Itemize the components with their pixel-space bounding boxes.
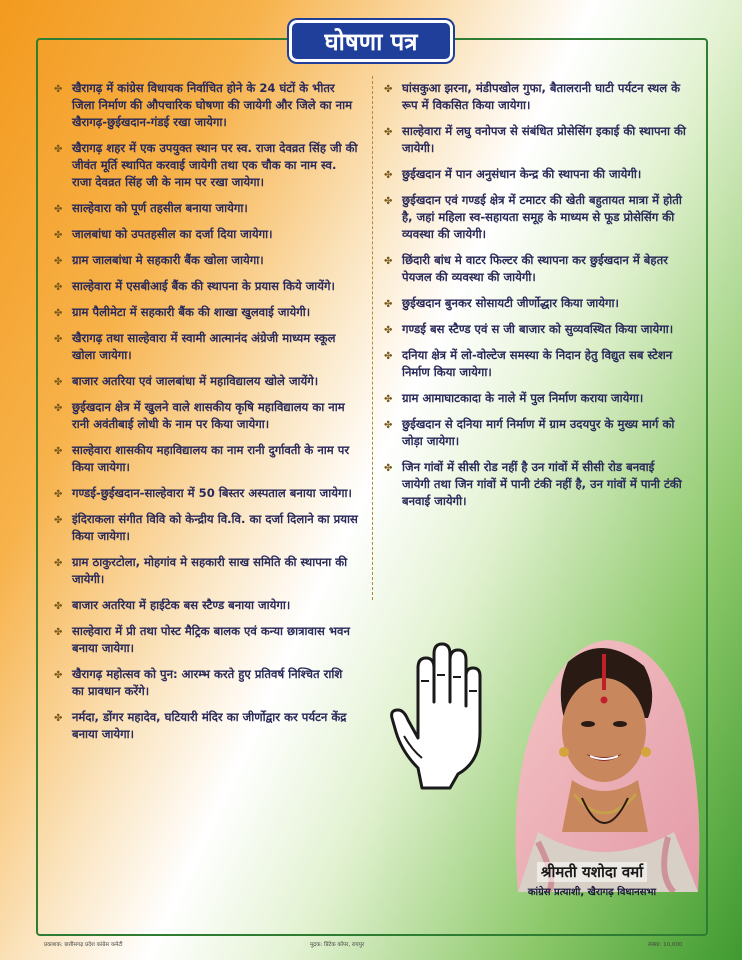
page-title: घोषणा पत्र — [289, 20, 453, 62]
list-item: ✤ घांसकुआ झरना, मंडीपखोल गुफा, बैतालरानी घाटी पर्यटन स्थल के रूप में विकसित किया जायेगा। — [384, 80, 686, 114]
list-item: ✤ गण्डई-छुईखदान-साल्हेवारा में 50 बिस्तर अस्पताल बनाया जायेगा। — [54, 485, 358, 502]
list-item: ✤ छुईखदान एवं गण्डई क्षेत्र में टमाटर की खेती बहुतायत मात्रा में होती है, जहां महिला स्व-सहायता समूह के माध्यम से फूड प्रोसेसिंग की व्यवस्था की जायेगी। — [384, 192, 686, 243]
footer-printer: मुद्रक: प्रिंटेक कॉपर, रायपुर — [310, 942, 365, 948]
list-item: ✤ साल्हेवारा को पूर्ण तहसील बनाया जायेगा। — [54, 200, 358, 217]
list-item: ✤ साल्हेवारा शासकीय महाविद्यालय का नाम रानी दुर्गावती के नाम पर किया जायेगा। — [54, 442, 358, 476]
footer-copies: संख्या: 10,000 — [648, 942, 683, 948]
list-item: ✤ छिंदारी बांध मे वाटर फिल्टर की स्थापना कर छुईखदान में बेहतर पेयजल की व्यवस्था की जायेगी। — [384, 252, 686, 286]
list-item: ✤ साल्हेवारा में लघु वनोपज से संबंधित प्रोसेसिंग इकाई की स्थापना की जायेगी। — [384, 123, 686, 157]
list-item: ✤ साल्हेवारा में प्री तथा पोस्ट मैट्रिक बालक एवं कन्या छात्रावास भवन बनाया जायेगा। — [54, 623, 358, 657]
right-manifesto-list — [384, 80, 686, 519]
candidate-name-block — [474, 862, 710, 898]
list-item: ✤ गण्डई बस स्टैण्ड एवं स जी बाजार को सुव्यवस्थित किया जायेगा। — [384, 321, 686, 338]
list-item: ✤ खैरागढ़ शहर में एक उपयुक्त स्थान पर स्व. राजा देवव्रत सिंह जी की जीवंत मूर्ति स्थापित करवाई जायेगी तथा एक चौक का नाम स्व. राजा देवव्रत सिंह जी के नाम पर रखा जायेगा। — [54, 140, 358, 191]
list-item: ✤ इंदिराकला संगीत विवि को केन्द्रीय वि.वि. का दर्जा दिलाने का प्रयास किया जायेगा। — [54, 511, 358, 545]
column-divider — [372, 76, 373, 600]
list-item: ✤ खैरागढ़ में कांग्रेस विधायक निर्वाचित होने के 24 घंटों के भीतर जिला निर्माण की औपचारिक घोषणा की जायेगी और जिले का नाम खैरागढ़-छुईखदान-गंडई रखा जायेगा। — [54, 80, 358, 131]
list-item: ✤ ग्राम आमाघाटकादा के नाले में पुल निर्माण कराया जायेगा। — [384, 390, 686, 407]
list-item: ✤ छुईखदान बुनकर सोसायटी जीर्णोद्धार किया जायेगा। — [384, 295, 686, 312]
list-item: ✤ जालबांधा को उपतहसील का दर्जा दिया जायेगा। — [54, 226, 358, 243]
list-item: ✤ ग्राम पैलीमेटा में सहकारी बैंक की शाखा खुलवाई जायेगी। — [54, 304, 358, 321]
left-manifesto-list — [54, 80, 358, 752]
list-item: ✤ बाजार अतरिया एवं जालबांधा में महाविद्यालय खोले जायेंगे। — [54, 373, 358, 390]
footer-publisher: प्रकाशक: छत्तीसगढ़ प्रदेश कांग्रेस कमेटी — [44, 942, 123, 948]
list-item: ✤ साल्हेवारा में एसबीआई बैंक की स्थापना के प्रयास किये जायेंगे। — [54, 278, 358, 295]
list-item: ✤ खैरागढ़ महोत्सव को पुन: आरम्भ करते हुए प्रतिवर्ष निश्चित राशि का प्रावधान करेंगे। — [54, 666, 358, 700]
list-item: ✤ ग्राम ठाकुरटोला, मोहगांव मे सहकारी साख समिति की स्थापना की जायेगी। — [54, 554, 358, 588]
congress-hand-icon — [388, 640, 492, 790]
list-item: ✤ ग्राम जालबांधा मे सहकारी बैंक खोला जायेगा। — [54, 252, 358, 269]
candidate-name: श्रीमती यशोदा वर्मा — [537, 862, 647, 882]
candidate-portrait — [498, 622, 704, 892]
list-item: ✤ जिन गांवों में सीसी रोड नहीं है उन गांवों में सीसी रोड बनवाई जायेगी तथा जिन गांवों में पानी टंकी नहीं है, उन गांवों में पानी टंकी बनवाई जायेगी। — [384, 459, 686, 510]
list-item: ✤ छुईखदान में पान अनुसंधान केन्द्र की स्थापना की जायेगी। — [384, 166, 686, 183]
list-item: ✤ दनिया क्षेत्र में लो-वोल्टेज समस्या के निदान हेतु विद्युत सब स्टेशन निर्माण किया जायेगा। — [384, 347, 686, 381]
list-item: ✤ बाजार अतरिया में हाईटेक बस स्टैण्ड बनाया जायेगा। — [54, 597, 358, 614]
candidate-subtitle: कांग्रेस प्रत्याशी, खैरागढ़ विधानसभा — [527, 887, 657, 898]
list-item: ✤ नर्मदा, डोंगर महादेव, घटियारी मंदिर का जीर्णोद्वार कर पर्यटन केंद्र बनाया जायेगा। — [54, 709, 358, 743]
list-item: ✤ छुईखदान से दनिया मार्ग निर्माण में ग्राम उदयपुर के मुख्य मार्ग को जोड़ा जायेगा। — [384, 416, 686, 450]
list-item: ✤ खैरागढ़ तथा साल्हेवारा में स्वामी आत्मानंद अंग्रेजी माध्यम स्कूल खोला जायेगा। — [54, 330, 358, 364]
list-item: ✤ छुईखदान क्षेत्र में खुलने वाले शासकीय कृषि महाविद्यालय का नाम रानी अवंतीबाई लोधी के नाम पर किया जायेगा। — [54, 399, 358, 433]
